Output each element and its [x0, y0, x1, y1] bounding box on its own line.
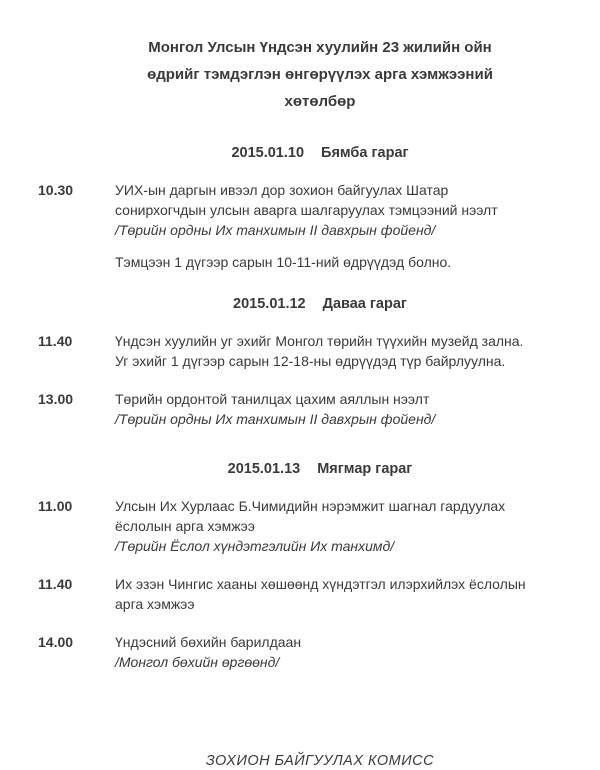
entry-venue: /Төрийн ордны Их танхимын II давхрын фойенд/ — [115, 222, 436, 238]
title-line-3: хөтөлбөр — [284, 93, 356, 110]
entry-venue: /Монгол бөхийн өргөөнд/ — [115, 654, 280, 670]
entry-line: ёслолын арга хэмжээ — [115, 518, 255, 534]
schedule-entry — [0, 632, 600, 672]
entry-line: арга хэмжээ — [115, 596, 195, 612]
entry-text — [115, 389, 600, 429]
schedule-entry — [0, 331, 600, 371]
schedule-entry — [0, 252, 600, 272]
entry-time: 11.40 — [38, 576, 73, 592]
section-heading — [40, 461, 600, 478]
schedule-entry — [0, 389, 600, 429]
entry-line: Тэмцээн 1 дүгээр сарын 10-11-ний өдрүүдэд болно. — [115, 254, 452, 270]
entry-text — [115, 252, 600, 272]
entry-line: Их эзэн Чингис хааны хөшөөнд хүндэтгэл илэрхийлэх ёслолын — [115, 576, 526, 592]
entry-line: сонирхогчдын улсын аварга шалгаруулах тэмцээний нээлт — [115, 202, 498, 218]
entry-line: Уг эхийг 1 дүгээр сарын 12-18-ны өдрүүдэд түр байрлуулна. — [115, 353, 506, 369]
schedule — [0, 145, 600, 672]
section-date: 2015.01.13 — [227, 461, 301, 477]
schedule-entry — [0, 574, 600, 614]
entry-time: 11.40 — [38, 333, 73, 349]
section-day: Мягмар гараг — [317, 461, 413, 477]
entry-line: Төрийн ордонтой танилцах цахим аяллын нээлт — [115, 391, 430, 407]
schedule-section-2015.01.13 — [0, 461, 600, 672]
entry-venue: /Төрийн Ёслол хүндэтгэлийн Их танхимд/ — [115, 538, 395, 554]
schedule-entry — [0, 496, 600, 556]
title-line-1: Монгол Улсын Үндсэн хуулийн 23 жилийн ойн — [148, 39, 492, 56]
section-day: Бямба гараг — [321, 145, 409, 161]
section-heading — [40, 145, 600, 162]
entry-time: 10.30 — [38, 182, 74, 198]
entry-text — [115, 574, 600, 614]
section-heading — [40, 296, 600, 313]
section-day: Даваа гараг — [322, 296, 407, 312]
entry-text — [115, 496, 600, 556]
section-date: 2015.01.10 — [231, 145, 305, 161]
entry-venue: /Төрийн ордны Их танхимын II давхрын фойенд/ — [115, 411, 436, 427]
entry-line: Улсын Их Хурлаас Б.Чимидийн нэрэмжит шагнал гардуулах — [115, 498, 506, 514]
schedule-entry — [0, 180, 600, 240]
section-date: 2015.01.12 — [233, 296, 306, 312]
title-line-2: өдрийг тэмдэглэн өнгөрүүлэх арга хэмжээний — [147, 66, 493, 83]
document-footer: ЗОХИОН БАЙГУУЛАХ КОМИСС — [205, 753, 435, 769]
entry-line: УИХ-ын даргын ивээл дор зохион байгуулах Шатар — [115, 182, 449, 198]
entry-time: 14.00 — [38, 634, 74, 650]
schedule-section-2015.01.12 — [0, 296, 600, 429]
document-title — [40, 34, 600, 115]
entry-time: 11.00 — [38, 498, 73, 514]
entry-line: Үндсэн хуулийн уг эхийг Монгол төрийн түүхийн музейд зална. — [115, 333, 524, 349]
entry-time: 13.00 — [38, 391, 74, 407]
schedule-section-2015.01.10 — [0, 145, 600, 272]
entry-line: Үндэсний бөхийн барилдаан — [115, 634, 302, 650]
entry-text — [115, 180, 600, 240]
entry-text — [115, 331, 600, 371]
entry-text — [115, 632, 600, 672]
